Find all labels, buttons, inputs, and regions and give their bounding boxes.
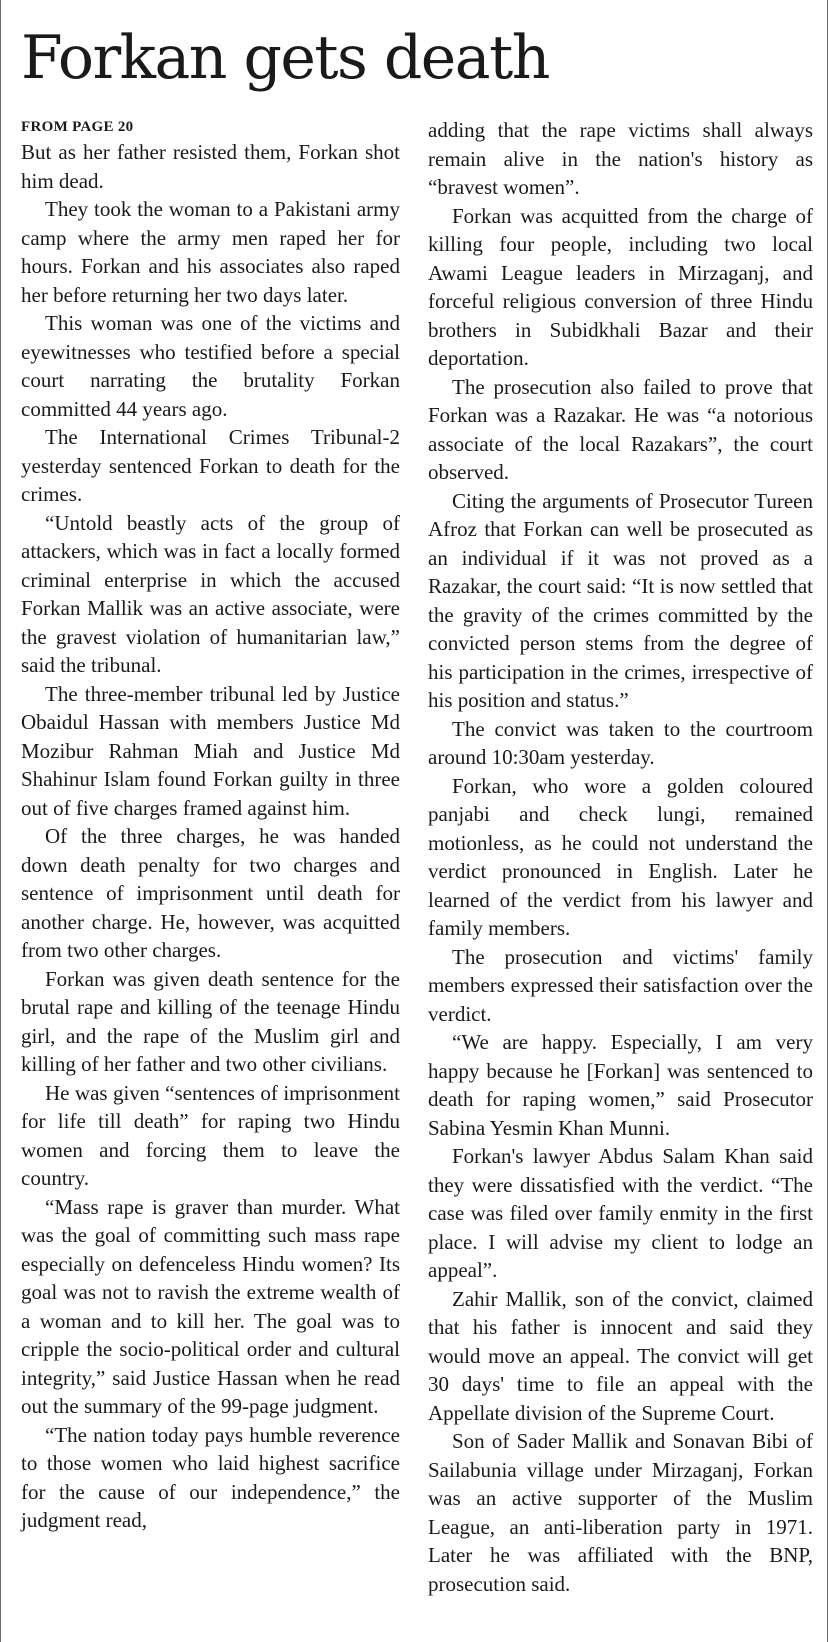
headline: Forkan gets death [21,23,549,93]
paragraph: “We are happy. Especially, I am very happy because he [Forkan] was sentenced to death for raping women,” said Prosecutor Sabina Yesmin Khan Munni. [428,1030,813,1140]
paragraph: This woman was one of the victims and eyewitnesses who testified before a special court narrating the brutality Forkan committed 44 years ago. [21,311,400,421]
continued-from-kicker: FROM PAGE 20 [21,119,134,135]
paragraph: Forkan was given death sentence for the brutal rape and killing of the teenage Hindu girl, and the rape of the Muslim girl and killing of her father and two other civilians. [21,966,400,1076]
paragraph: The prosecution and victims' family members expressed their satisfaction over the verdict. [428,944,813,1026]
paragraph: He was given “sentences of imprisonment for life till death” for raping two Hindu women and forcing them to leave the country. [21,1080,400,1190]
paragraph: They took the woman to a Pakistani army camp where the army men raped her for hours. Forkan and his associates also raped her before returning her two days later. [21,197,400,307]
paragraph: The convict was taken to the courtroom around 10:30am yesterday. [428,716,813,769]
paragraph: “The nation today pays humble reverence to those women who laid highest sacrifice for the cause of our independence,” the judgment read, [21,1422,400,1532]
paragraph: Of the three charges, he was handed down death penalty for two charges and sentence of imprisonment until death for another charge. He, however, was acquitted from two other charges. [21,824,400,962]
paragraph: “Untold beastly acts of the group of attackers, which was in fact a locally formed criminal enterprise in which the accused Forkan Mallik was an active associate, were the gravest violation of humanitarian law,” said the tribunal. [21,510,400,677]
paragraph: The prosecution also failed to prove that Forkan was a Razakar. He was “a notorious associate of the local Razakars”, the court observed. [428,374,813,484]
paragraph: Son of Sader Mallik and Sonavan Bibi of Sailabunia village under Mirzaganj, Forkan was an active supporter of the Muslim League, an anti-liberation party in 1971. Later he was affiliated with the BNP, prosecution said. [428,1429,813,1596]
paragraph: The three-member tribunal led by Justice Obaidul Hassan with members Justice Md Mozibur Rahman Miah and Justice Md Shahinur Islam found Forkan guilty in three out of five charges framed against him. [21,681,400,820]
paragraph: adding that the rape victims shall always remain alive in the nation's history as “bravest women”. [428,118,813,199]
paragraph: Zahir Mallik, son of the convict, claimed that his father is innocent and said they would move an appeal. The convict will get 30 days' time to file an appeal with the Appellate division of the Supreme Court. [428,1286,813,1425]
paragraph: Forkan's lawyer Abdus Salam Khan said they were dissatisfied with the verdict. “The case was filed over family enmity in the first place. I will advise my client to lodge an appeal”. [428,1144,813,1282]
paragraph: Forkan was acquitted from the charge of killing four people, including two local Awami League leaders in Mirzaganj, and forceful religious conversion of three Hindu brothers in Subidkhali Bazar and their deportation. [428,203,813,370]
paragraph: “Mass rape is graver than murder. What was the goal of committing such mass rape especially on defenceless Hindu women? Its goal was not to ravish the extreme wealth of a woman and to kill her. The goal was to cripple the socio-political order and cultural integrity,” said Justice Hassan when he read out the summary of the 99-page judgment. [21,1194,400,1418]
article-column-right [428,116,813,1598]
paragraph: The International Crimes Tribunal-2 yesterday sentenced Forkan to death for the crimes. [21,425,400,506]
paragraph: Citing the arguments of Prosecutor Tureen Afroz that Forkan can well be prosecuted as an individual if it was not proved as a Razakar, the court said: “It is now settled that the gravity of the crimes committed by the convicted person stems from the degree of his participation in the crimes, irrespective of his position and status.” [428,488,813,712]
paragraph: But as her father resisted them, Forkan shot him dead. [21,140,400,193]
article-column-left [21,116,400,1535]
paragraph: Forkan, who wore a golden coloured panjabi and check lungi, remained motionless, as he could not understand the verdict pronounced in English. Later he learned of the verdict from his lawyer and family members. [428,773,813,940]
